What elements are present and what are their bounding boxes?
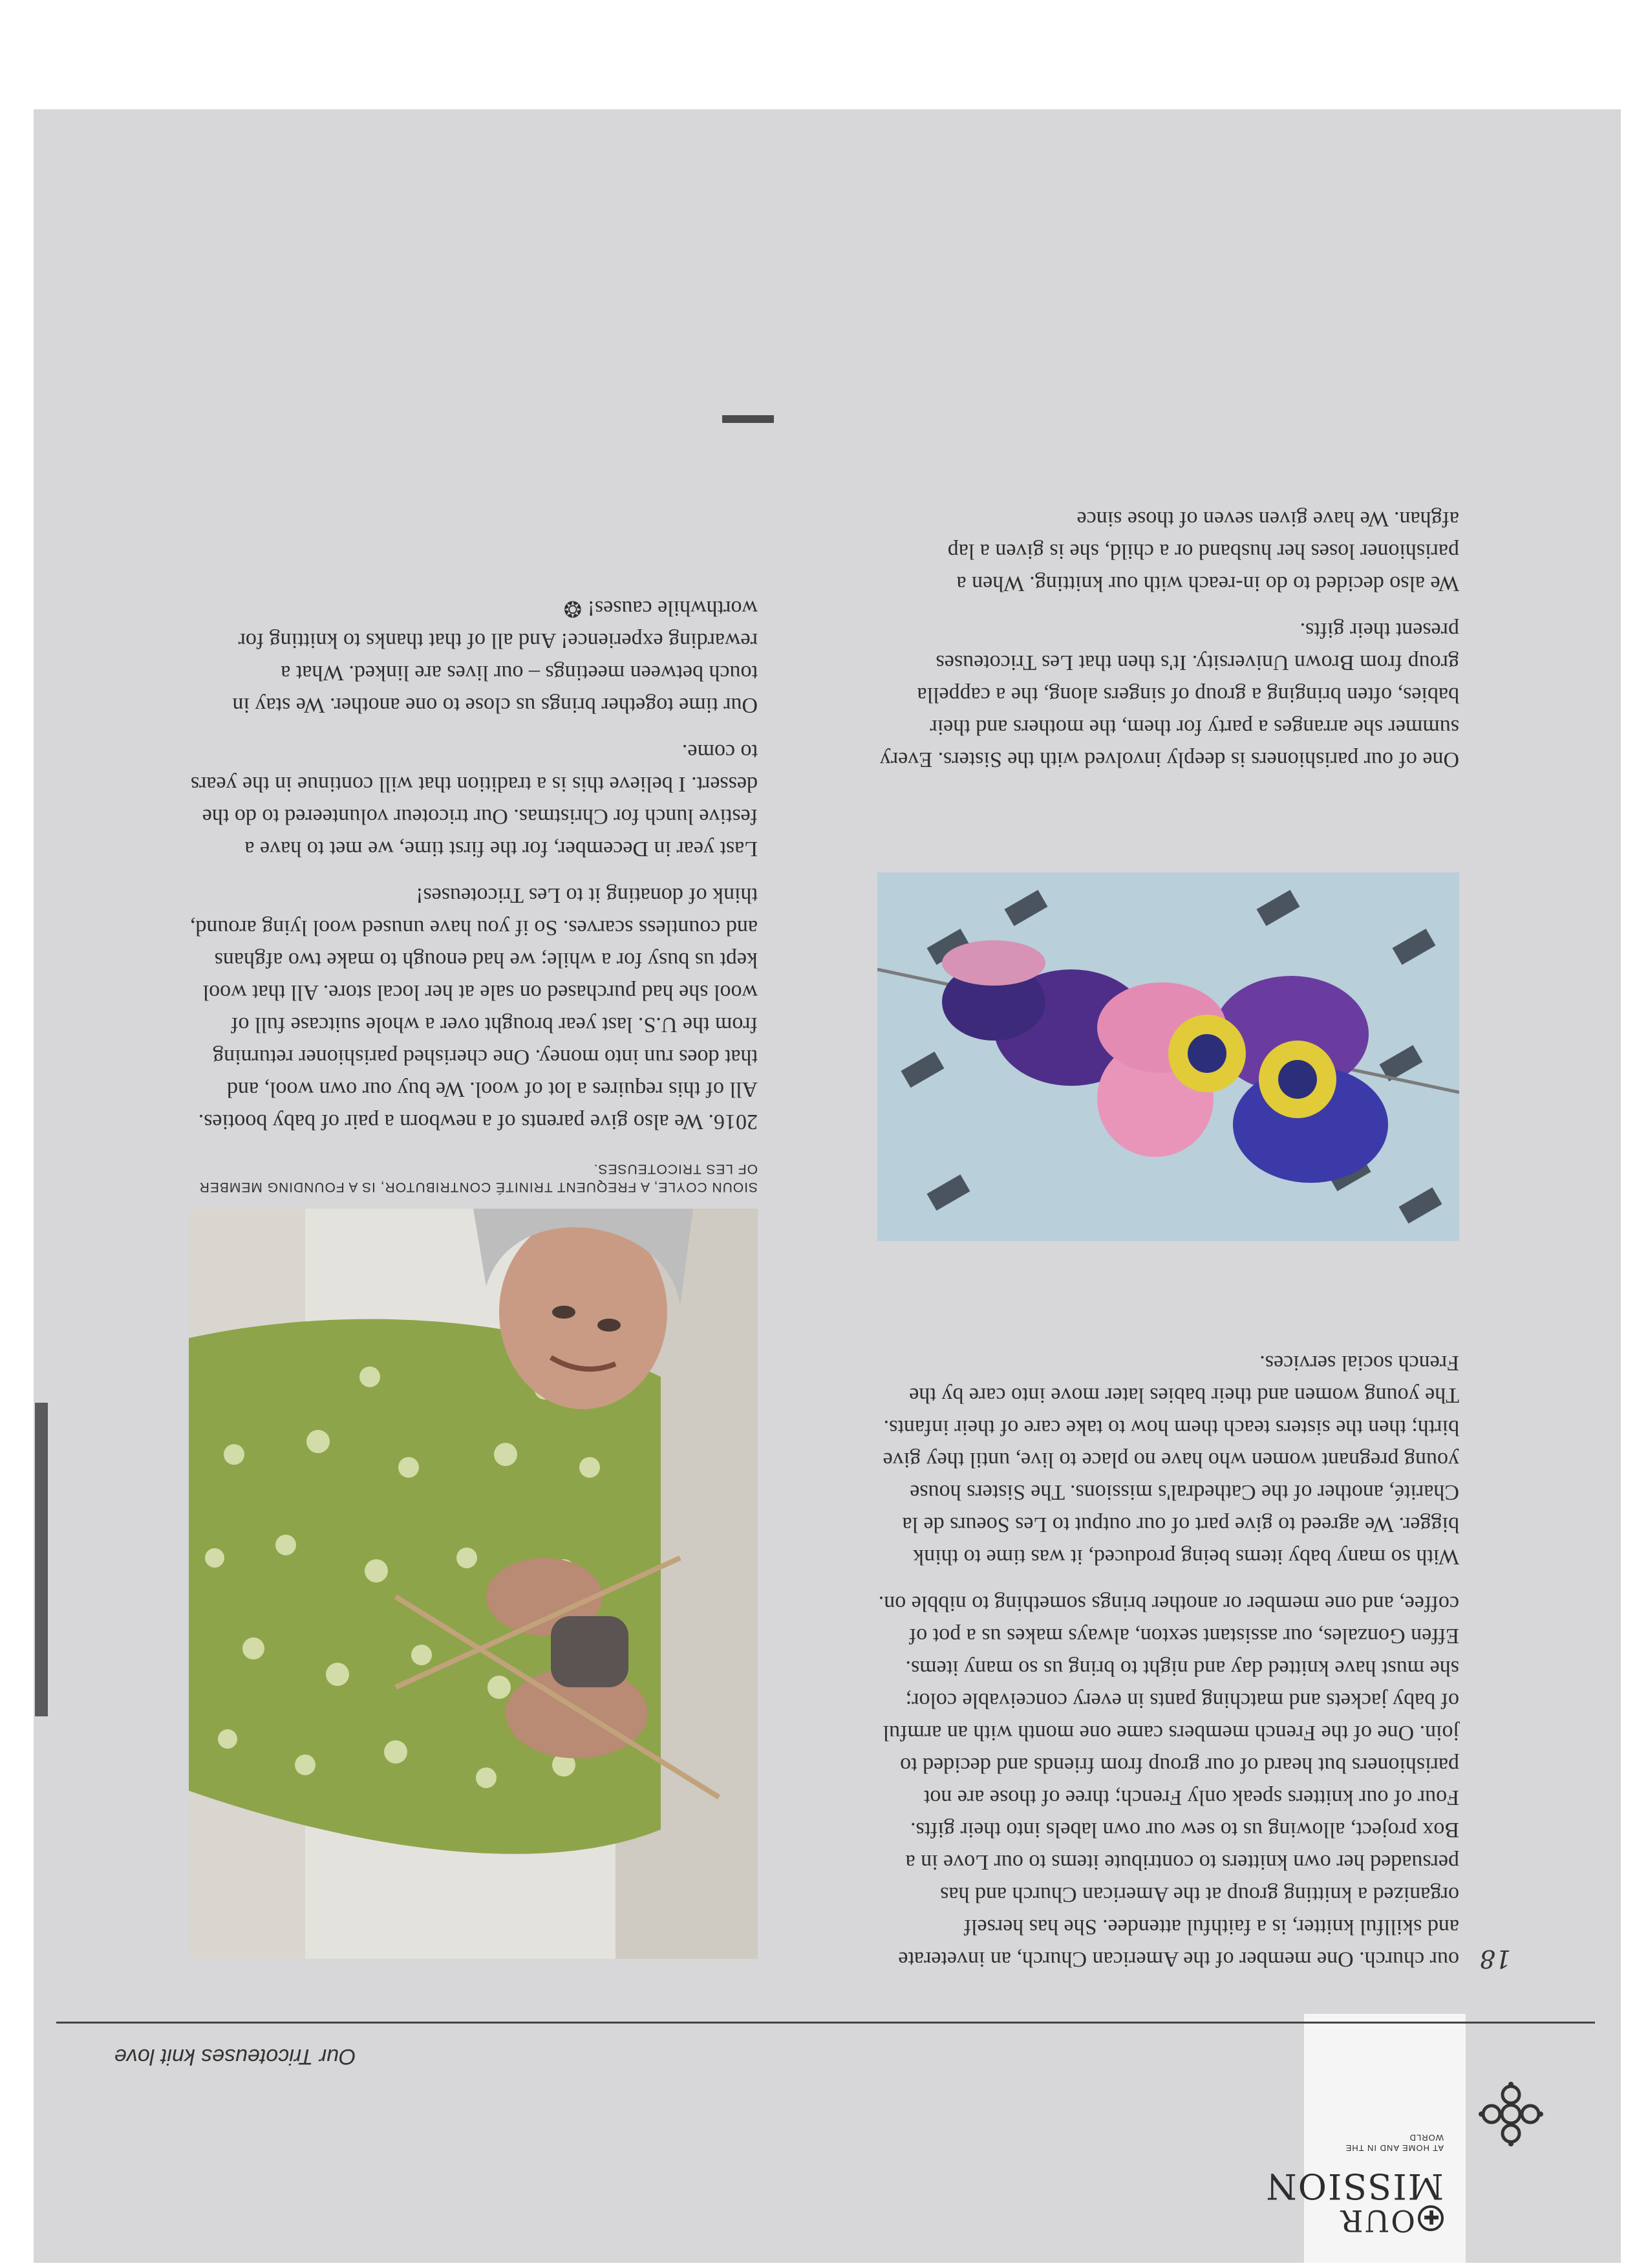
knitter-illustration — [189, 1209, 758, 1959]
circled-cross-icon: ✚ — [1418, 2205, 1444, 2231]
magazine-page — [34, 109, 1621, 2263]
paragraph: One of our parishioners is deeply involved with the Sisters. Every summer she arranges a party for them, the mothers and their babies, often bringing a group of singers along, the a cappella group from Brown University. It's then that Les Tricoteuses present their gifts. — [879, 618, 1459, 772]
paragraph: With so many baby items being produced, it was time to think bigger. We agreed to give part of our output to Les Soeurs de la Charité, another of the Cathedral's missions. The Sisters house young pregnant women who have no place to live, until they give birth; then the sisters teach them how to take care of their infants. The young women and their babies later move into care by the French social services. — [883, 1351, 1459, 1569]
brand-word-mission: MISSION — [1265, 2166, 1444, 2207]
booties-illustration — [877, 872, 1459, 1241]
article-column-right — [189, 578, 758, 1138]
paragraph: 2016. We also give parents of a newborn a pair of baby booties. All of this requires a lot of wool. We buy our own wool, and that does run into money. One cherished parishioner returning from the U.S. last year brought over a whole suitcase full of wool she had purchased on sale at her local store. All that wool kept us busy for a while; we had enough to make two afghans and countless scarves. So if you have unused wool lying around, think of donating it to Les Tricoteuses! — [189, 883, 758, 1134]
paragraph: our church. One member of the American Church, an inveterate and skillful knitter, is a faithful attendee. She has herself organized a knitting group at the American Church and has persuaded her own knitters to contribute items to our Love in a Box project, allowing us to sew our own labels into their gifts. Four of our knitters speak only French; three of those are not parishioners but heard of our group from friends and decided to join. One of the French members came one month with an armful of baby jackets and matching pants in every conceivable color; she must have knitted day and night to bring us so many items. Effen Gonzales, our assistant sexton, always makes us a pot of coffee, and one member or another brings something to nibble on. — [878, 1592, 1459, 1971]
page-number: 18 — [1479, 1945, 1511, 1973]
spine-bar — [35, 1403, 48, 1716]
section-brand-box — [1265, 2014, 1466, 2263]
article-end-mark — [722, 415, 774, 423]
brand-word-our: OUR — [1339, 2203, 1415, 2238]
paragraph: Last year in December, for the first time, we met to have a festive lunch for Christmas. Our tricoteur volunteered to do the dessert. I believe this is a tradition that will continue in the years to come. — [190, 740, 758, 861]
article-column-left-top — [877, 1332, 1459, 1975]
photo-knitter — [189, 1209, 758, 1959]
paragraph: We also decided to do in-reach with our knitting. When a parishioner loses her husband or a child, she is given a lap afghan. We have given seven of those since — [947, 507, 1459, 596]
header-rule — [56, 2022, 1595, 2024]
brand-title — [1265, 2166, 1444, 2238]
photo-caption: SIOUN COYLE, A FREQUENT TRINITÉ CONTRIBUTOR, IS A FOUNDING MEMBER OF LES TRICOTEUSES. — [198, 1161, 758, 1194]
quatrefoil-emblem-icon — [1479, 2082, 1543, 2146]
brand-subtitle: AT HOME AND IN THE WORLD — [1345, 2133, 1444, 2153]
paragraph: Our time together brings us close to one another. We stay in touch between meetings – our lives are linked. What a rewarding experience! And all of that thanks to knitting for worthwhile causes! ❂ — [232, 596, 758, 717]
article-column-left-bottom — [877, 488, 1459, 775]
running-head: Our Tricoteuses knit love — [114, 2044, 356, 2069]
photo-baby-booties — [877, 872, 1459, 1241]
